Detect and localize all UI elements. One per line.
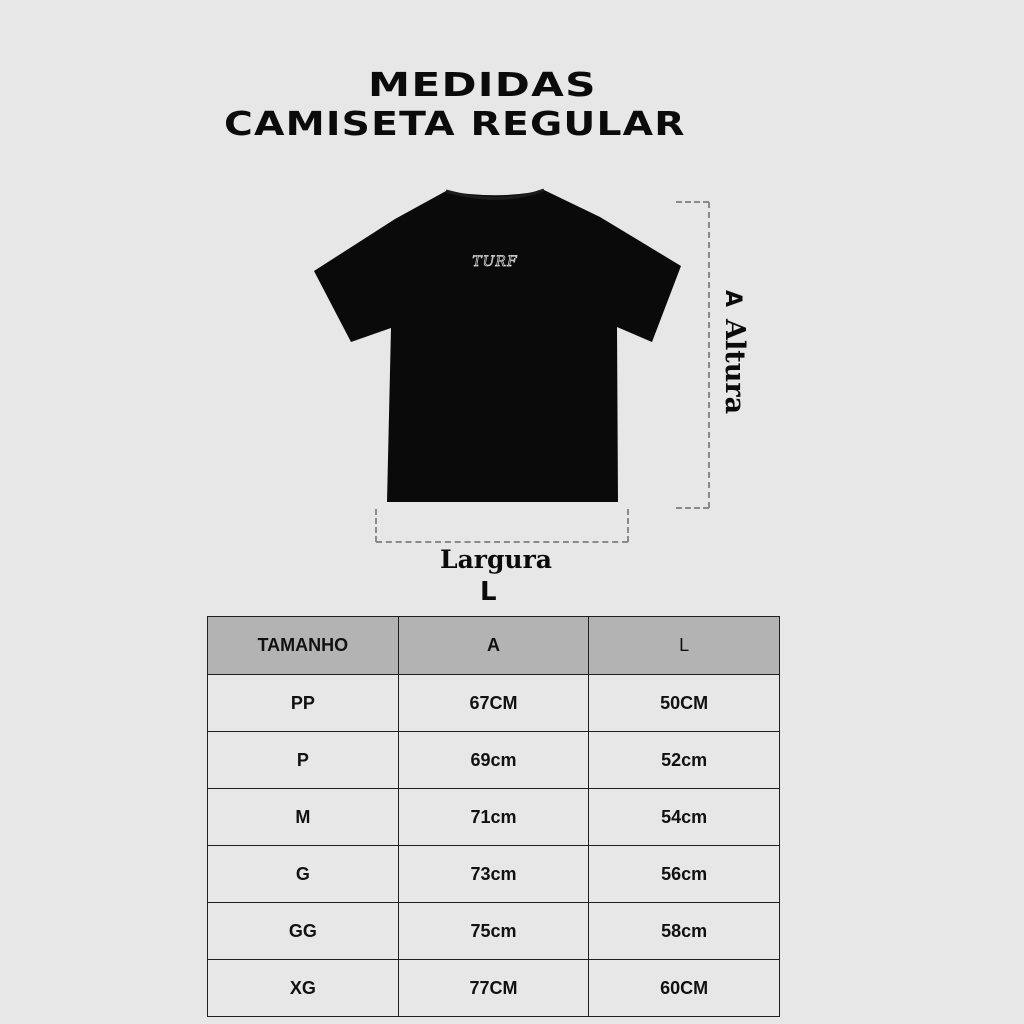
table-row <box>208 789 780 846</box>
cell-width: 54cm <box>589 789 780 846</box>
cell-height: 75cm <box>398 903 589 960</box>
cell-size: PP <box>208 675 399 732</box>
cell-width: 50CM <box>589 675 780 732</box>
height-guide-bottom <box>676 507 709 509</box>
cell-height: 69cm <box>398 732 589 789</box>
tshirt-image <box>300 180 700 510</box>
cell-size: P <box>208 732 399 789</box>
table-row <box>208 903 780 960</box>
cell-size: XG <box>208 960 399 1017</box>
cell-height: 71cm <box>398 789 589 846</box>
height-word: Altura <box>719 319 750 415</box>
table-row <box>208 732 780 789</box>
width-guide-right <box>627 509 629 542</box>
width-letter: L <box>480 577 497 607</box>
width-guide-left <box>375 509 377 542</box>
cell-size: G <box>208 846 399 903</box>
tshirt-print: TURF <box>472 254 518 270</box>
height-letter: A <box>720 290 745 308</box>
height-guide-top <box>676 201 709 203</box>
header-height: A <box>398 617 589 675</box>
tshirt-body <box>314 190 681 502</box>
cell-width: 52cm <box>589 732 780 789</box>
cell-height: 73cm <box>398 846 589 903</box>
table-row <box>208 846 780 903</box>
size-table <box>207 616 780 1017</box>
width-guide-line <box>376 541 628 543</box>
title-line-1: MEDIDAS <box>368 65 597 104</box>
table-row <box>208 675 780 732</box>
header-width: L <box>589 617 780 675</box>
cell-width: 56cm <box>589 846 780 903</box>
cell-width: 60CM <box>589 960 780 1017</box>
cell-size: M <box>208 789 399 846</box>
table-header-row <box>208 617 780 675</box>
cell-width: 58cm <box>589 903 780 960</box>
height-guide-line <box>708 202 710 508</box>
header-size: TAMANHO <box>208 617 399 675</box>
width-word: Largura <box>440 545 552 574</box>
cell-size: GG <box>208 903 399 960</box>
table-row <box>208 960 780 1017</box>
cell-height: 67CM <box>398 675 589 732</box>
height-label <box>718 290 750 420</box>
cell-height: 77CM <box>398 960 589 1017</box>
title-line-2: CAMISETA REGULAR <box>224 104 686 143</box>
